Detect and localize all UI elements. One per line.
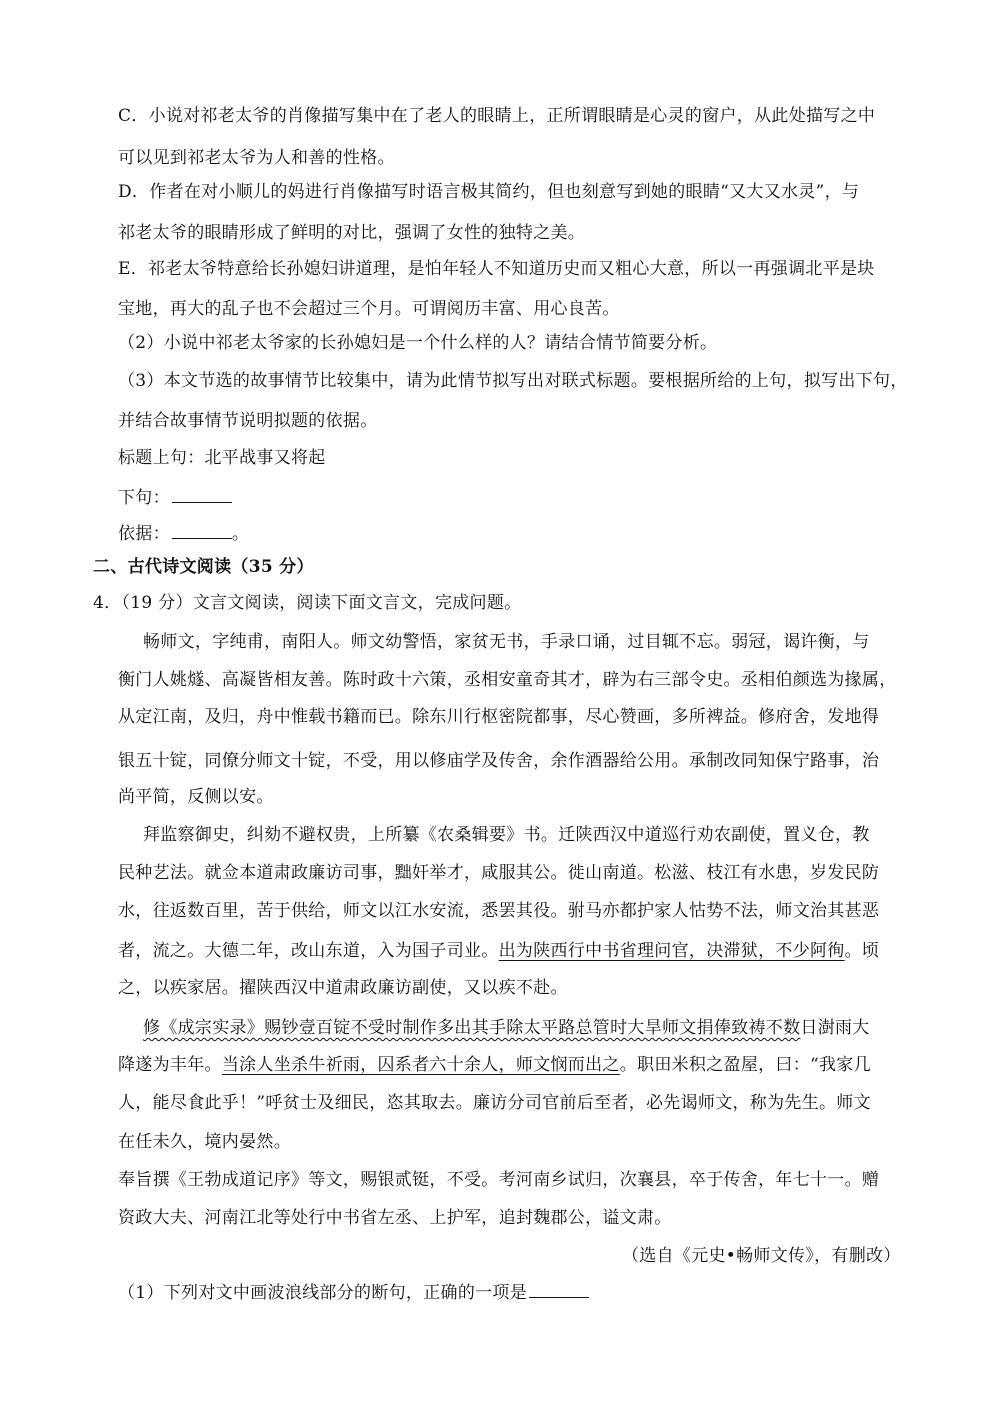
underlined-sentence-1: 出为陕西行中书省理问官，决滞狱，不少阿徇	[498, 941, 845, 961]
option-d-line2: 祁老太爷的眼睛形成了鲜明的对比，强调了女性的独特之美。	[118, 223, 586, 243]
lower-line-blank[interactable]	[172, 484, 232, 503]
passage-p3-line2	[118, 1053, 871, 1077]
passage-p3-line2-start: 降遂为丰年。	[118, 1055, 222, 1075]
sub-question-1-blank[interactable]	[529, 1279, 589, 1298]
passage-source: （选自《元史•畅师文传》，有删改）	[622, 1246, 901, 1266]
title-upper-line: 标题上句：北平战事又将起	[118, 448, 326, 468]
basis-row	[118, 520, 249, 546]
question-3-line2: 并结合故事情节说明拟题的依据。	[118, 411, 378, 431]
passage-p4-line2: 资政大夫、河南江北等处行中书省左丞、上护军，追封魏郡公，谥文肃。	[118, 1208, 672, 1228]
question-2: （2）小说中祁老太爷家的长孙媳妇是一个什么样的人？请结合情节简要分析。	[118, 333, 718, 353]
sub-question-1: （1）下列对文中画波浪线部分的断句，正确的一项是	[118, 1283, 528, 1303]
passage-p2-line5: 之，以疾家居。擢陕西汉中道肃政廉访副使，又以疾不赴。	[118, 978, 568, 998]
passage-p1-line5: 尚平简，反侧以安。	[118, 787, 274, 807]
passage-p1-line2: 衡门人姚燧、高凝皆相友善。陈时政十六策，丞相安童奇其才，辟为右三部令史。丞相伯颜选为掾属，	[118, 670, 897, 690]
option-e-line1: E．祁老太爷特意给长孙媳妇讲道理，是怕年轻人不知道历史而又粗心大意，所以一再强调北平是块	[118, 259, 875, 279]
section-2-heading: 二、古代诗文阅读（35 分）	[93, 557, 314, 577]
passage-p2-line4-end: 。顷	[844, 941, 880, 961]
lower-line-row	[118, 484, 232, 510]
basis-blank[interactable]	[172, 520, 232, 539]
sub-question-1-row	[118, 1279, 589, 1305]
underlined-sentence-2: 当涂人坐杀牛祈雨，囚系者六十余人，师文悯而出之	[221, 1055, 620, 1075]
basis-label: 依据：	[118, 524, 170, 544]
option-e-line2: 宝地，再大的乱子也不会超过三个月。可谓阅历丰富、用心良苦。	[118, 299, 620, 319]
passage-p2-line2: 民种艺法。就佥本道肃政廉访司事，黜奸举才，咸服其公。徙山南道。松滋、枝江有水患，岁发民防	[118, 863, 880, 883]
passage-p1-line1: 畅师文，字纯甫，南阳人。师文幼警悟，家贫无书，手录口诵，过目辄不忘。弱冠，谒许衡，与	[143, 632, 870, 652]
wavy-underlined-sentence: 修《成宗实录》赐钞壹百锭不受时制作多出其手除太平路总管时大旱师文捐俸致祷不数	[143, 1018, 801, 1038]
option-d-line1: D．作者在对小顺儿的妈进行肖像描写时语言极其简约，但也刻意写到她的眼睛“又大又水灵”，与	[118, 182, 860, 202]
question-3-line1: （3）本文节选的故事情节比较集中，请为此情节拟写出对联式标题。要根据所给的上句，拟写出下句，	[118, 371, 908, 391]
passage-p2-line4-start: 者，流之。大德二年，改山东道，入为国子司业。	[118, 941, 499, 961]
passage-p3-line2-end: 。职田米积之盈屋，曰：“我家几	[619, 1055, 871, 1075]
question-4-intro: 4．（19 分）文言文阅读，阅读下面文言文，完成问题。	[93, 593, 522, 613]
passage-p3-line1	[143, 1016, 870, 1040]
passage-p2-line1: 拜监察御史，纠劾不避权贵，上所纂《农桑辑要》书。迁陕西汉中道巡行劝农副使，置义仓，教	[143, 825, 870, 845]
passage-p4-line1: 奉旨撰《王勃成道记序》等文，赐银贰铤，不受。考河南乡试归，次襄县，卒于传舍，年七十一。赠	[118, 1170, 880, 1190]
passage-p3-line3: 人，能尽食此乎！”呼贫士及细民，恣其取去。廉访分司官前后至者，必先谒师文，称为先生。师文	[118, 1093, 871, 1113]
passage-p1-line4: 银五十锭，同僚分师文十锭，不受，用以修庙学及传舍，余作酒器给公用。承制改同知保宁路事，治	[118, 751, 880, 771]
passage-p2-line3: 水，往返数百里，苦于供给，师文以江水安流，悉罢其役。驸马亦都护家人怙势不法，师文治其甚恶	[118, 901, 880, 921]
passage-p2-line4	[118, 939, 879, 963]
basis-end: 。	[231, 524, 250, 544]
option-c-line1: C．小说对祁老太爷的肖像描写集中在了老人的眼睛上，正所谓眼睛是心灵的窗户，从此处描写之中	[118, 106, 876, 126]
option-c-line2: 可以见到祁老太爷为人和善的性格。	[118, 148, 395, 168]
passage-p3-line1-end: 日澍雨大	[800, 1018, 870, 1038]
passage-p1-line3: 从定江南，及归，舟中惟载书籍而已。除东川行枢密院都事，尽心赞画，多所裨益。修府舍，发地得	[118, 707, 880, 727]
lower-line-label: 下句：	[118, 488, 170, 508]
passage-p3-line4: 在任未久，境内晏然。	[118, 1132, 291, 1152]
